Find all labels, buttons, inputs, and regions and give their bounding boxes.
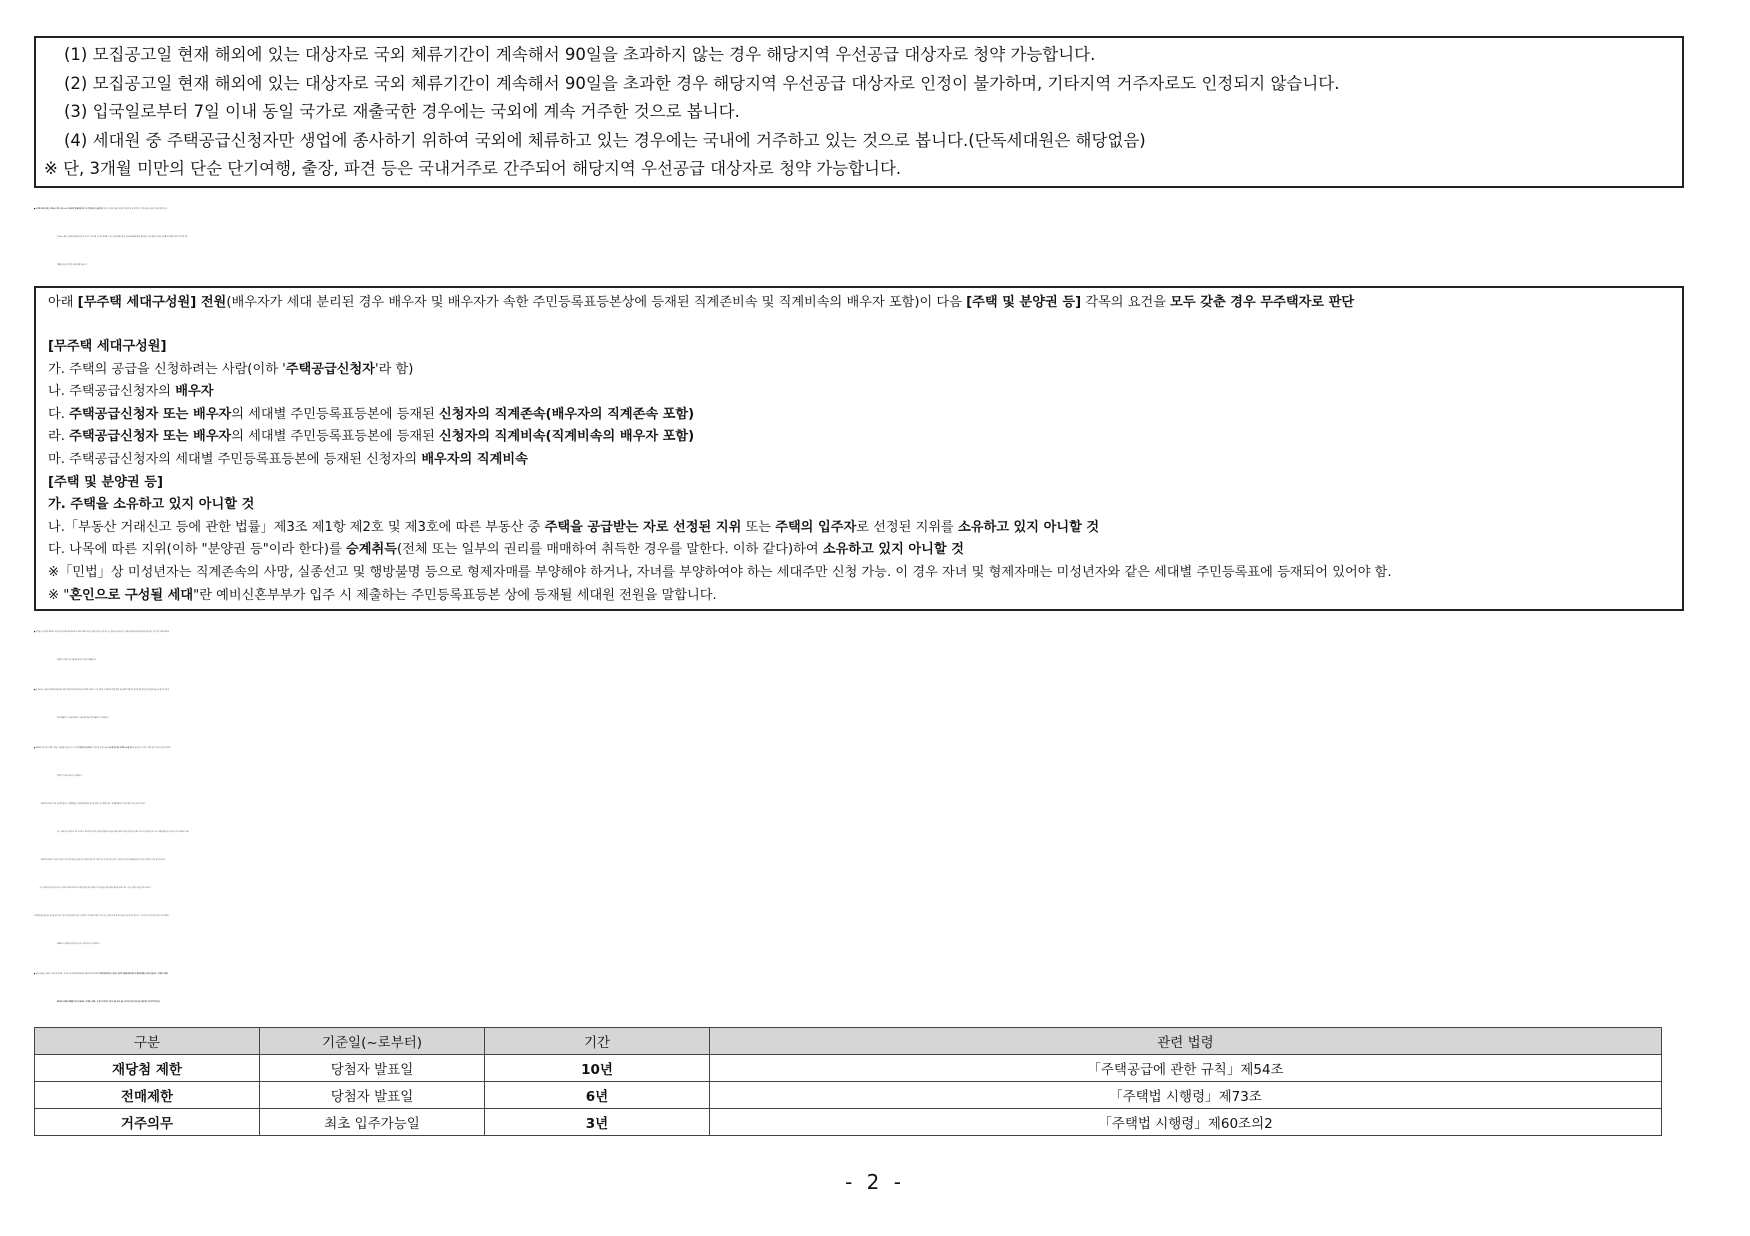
box2-note-marriage	[48, 585, 1674, 608]
table-cell: 「주택법 시행령」제73조	[710, 1082, 1662, 1109]
para4-dash-1: - 시행일('18.12.11.) 이후 입주자모집공고, 사업계획승인, 관리처분계획인가 신청한 주택을 신규 계약한 경우, '공급계약체결일' 기준 주택을 소유한 것으로 봅니다.	[39, 804, 146, 806]
table-cell: 최초 입주가능일	[260, 1109, 485, 1136]
text: (배우자가 세대 분리된 경우 배우자 및 배우자가 속한 주민등록표등본상에 등재된 직계존비속 및 직계비속의 배우자 포함)이 다음	[226, 294, 967, 310]
bold-text: 혼인으로 구성될 세대	[69, 587, 194, 603]
box2-member-na	[48, 381, 1674, 404]
bold-text: 주택공급신청자 또는 배우자	[69, 406, 232, 422]
para4-dash-2: - 시행일('18.12.11.) 이전에 모집공고 등을 통해 공급한 분양권 등을 매매로 취득하여 시행일 이후 실거래 신고한 경우, 실거래 신고서상 '매매대금완납일' 기준으로 주택을 소유한 것으로 봅니다.	[39, 860, 166, 862]
box2-heading-members: [무주택 세대구성원]	[48, 339, 167, 355]
table-cell: 거주의무	[35, 1109, 260, 1136]
box1-line-3: (3) 입국일로부터 7일 이내 동일 국가로 재출국한 경우에는 국외에 계속 거주한 것으로 봅니다.	[64, 102, 740, 121]
table-cell: 당첨자 발표일	[260, 1082, 485, 1109]
table-cell: 10년	[485, 1055, 710, 1082]
para5-line-2: 제73조에 의해 전매제한이 6년 적용되며,「주택법 시행령」에 의거 거주의무 기간이 적용 되며, 최초 입주가능일부터 3년 동안 계속하여 거주하여야 합니다.	[57, 1002, 161, 1004]
table-header-row	[35, 1028, 1662, 1055]
bold-text: 소유한 경우에도 주택을 소유한 것	[108, 748, 132, 750]
para2-line-1: ■ 신청접수는 당첨자 발표일이 동일한 주택 전체에 대해 1세대 내 무주택 세대구성원 중 1인만 신청 가능 합니다. 단, 본인이 금회 공급하는 주택에 특별공급과 일반공급에 중복신청은 가능하며, 이때 특별공급	[34, 632, 169, 634]
box1-line-1: (1) 모집공고일 현재 해외에 있는 대상자로 국외 체류기간이 계속해서 90일을 초과하지 않는 경우 해당지역 우선공급 대상자로 청약 가능합니다.	[64, 45, 1096, 64]
text: 으로 판단하오니, 청약 시 관련 내용 미숙지로 인한 불이익이	[131, 748, 171, 750]
text: (이하 '분양권 등'이라 함)을	[90, 748, 109, 750]
para1-line-2: 경우(ex. 세대 구성원의 주민등록 이전 등) 공고일 기준 세대 구성원을 증명할 수 있는 주민등록표등본 및 초본(세대주와의 관계, 전입변동일 포함 발급)을 당첨자 서류와 같이 제출하여야 하며 증빙 서류	[57, 236, 188, 238]
bold-text: 신청자의 직계비속(직계비속의 배우자 포함)	[439, 429, 695, 445]
document-page	[34, 36, 1684, 1136]
box2-heading-housing: [주택 및 분양권 등]	[48, 474, 164, 490]
box2-member-ga	[48, 359, 1674, 382]
text: 나.「부동산 거래신고 등에 관한 법률」제3조 제1항 제2호 및 제3호에 따른 부동산 중	[48, 519, 545, 535]
bold-text: 주택공급신청자	[285, 361, 375, 377]
table-row	[35, 1109, 1662, 1136]
text: ■ 금회 공급되는 주택은「공공주택 특별법」에 의한 공공주택(국민주택(전용 85㎡이하주택))이며,	[34, 974, 100, 976]
bold-text: 승계취득	[346, 542, 397, 558]
overseas-residence-box	[34, 36, 1684, 188]
text: 의 세대별 주민등록표등본에 등재된	[231, 406, 440, 422]
bold-text: 배우자의 직계비속	[421, 452, 528, 468]
restriction-paragraph	[34, 961, 1684, 1017]
bold-text: 주택을 공급받는 자로 선정된 지위	[544, 519, 742, 535]
box2-member-ma	[48, 449, 1674, 472]
text: (전체 또는 일부의 권리를 매매하여 취득한 경우를 말한다. 이하 같다)하여	[396, 542, 823, 558]
table-row	[35, 1055, 1662, 1082]
text: 나. 주택공급신청자의	[48, 384, 176, 400]
table-cell: 6년	[485, 1082, 710, 1109]
para1-line-1	[34, 196, 1684, 224]
para3-line-1: ■ 본 아파트는 건전한 주택청약 문화정착을 위한 정부의 방침에 따라 인터넷 청약을 원칙으로 하고 있으며, ①청약통장 가입은행 및 취급은행을 방문하여 인터넷 뱅킹 가입 및 공동인증서를 신청 접수일 이전에	[34, 690, 169, 692]
bold-text: 소유하고 있지 아니할 것	[822, 542, 964, 558]
bold-text: 분양권 및 입주권	[79, 748, 91, 750]
box1-note: ※ 단, 3개월 미만의 단순 단기여행, 출장, 파견 등은 국내거주로 간주되어 해당지역 우선공급 대상자로 청약 가능합니다.	[44, 159, 902, 178]
text: 각목의 요건을	[1081, 294, 1171, 310]
para4-note-1: ※ 일반공급의 입주자로 선정된 분은 입주 시까지 무주택 세대구성원을 유지해야 하며, 위의 '주택으로 보지 않는 분양권 등'의 주택 소유권을 향후 취득할 경우에도 그 자격을 유지하지 못한 것으로 보아 계약이	[34, 916, 169, 918]
text: 또는	[741, 519, 776, 535]
text: 라.	[48, 429, 70, 445]
table-cell: 전매제한	[35, 1082, 260, 1109]
table-header: 기간	[485, 1028, 710, 1055]
bullet: ■	[34, 208, 36, 210]
text: 로 선정된 지위를	[856, 519, 958, 535]
bold-text: 배우자	[175, 384, 214, 400]
text: 다.	[48, 406, 70, 422]
internet-application-paragraph	[34, 677, 1684, 733]
para4-line-2: 발생하지 않도록 유의하시기 바랍니다.	[57, 776, 83, 778]
restriction-table	[34, 1027, 1662, 1136]
text: ※ "	[48, 587, 70, 603]
table-header: 기준일(~로부터)	[260, 1028, 485, 1055]
text: '라 함)	[374, 361, 414, 377]
text: 아래	[48, 294, 78, 310]
table-cell: 당첨자 발표일	[260, 1055, 485, 1082]
text: 의 세대별 주민등록표등본에 등재된	[231, 429, 440, 445]
text: 및	[93, 208, 97, 210]
text: 등의	[84, 208, 89, 210]
box2-member-ra	[48, 426, 1674, 449]
bold-text: 주택소유 여부, 자산, 소득, 중복청약 및 재당첨 여부	[49, 208, 85, 210]
bold-text: 소유하고 있지 아니할 것	[957, 519, 1100, 535]
bold-text: 신청자의 직계존속(배우자의 직계존속 포함)	[439, 406, 695, 422]
text: ■ 2018년 12월 11일 개정·시행된「주택공급에 관한 규칙」에 의거	[34, 748, 80, 750]
table-header: 관련 법령	[710, 1028, 1662, 1055]
box2-housing-na	[48, 517, 1674, 540]
bold-text: 주택의 입주자	[775, 519, 857, 535]
homeless-definition-box	[34, 286, 1684, 612]
text: 다. 나목에 따른 지위(이하 "분양권 등"이라 한다)를	[48, 542, 346, 558]
para4-line-1	[34, 735, 1684, 763]
table-cell: 3년	[485, 1109, 710, 1136]
table-header: 구분	[35, 1028, 260, 1055]
box1-line-4: (4) 세대원 중 주택공급신청자만 생업에 종사하기 위하여 국외에 체류하고 있는 경우에는 국내에 거주하고 있는 것으로 봅니다.(단독세대원은 해당없음)	[64, 130, 1146, 150]
bold-text: [무주택 세대구성원] 전원	[77, 294, 227, 310]
bold-text: 무주택 세대구성원	[35, 208, 49, 210]
box2-housing-da	[48, 539, 1674, 562]
bold-text: 판단기준	[96, 208, 103, 210]
bold-text: [주택 및 분양권 등]	[966, 294, 1082, 310]
spacer	[48, 314, 1674, 336]
table-row	[35, 1082, 1662, 1109]
para2-line-2: 당첨자로 선정될 경우 일반공급 당첨자 선정에서 제외됩니다.	[57, 660, 97, 662]
para5-line-1	[34, 961, 1684, 989]
presale-right-paragraph	[34, 735, 1684, 959]
text: 가. 주택의 공급을 신청하려는 사람(이하 '	[48, 361, 286, 377]
table-cell: 「주택공급에 관한 규칙」제54조	[710, 1055, 1662, 1082]
bold-text: 청약과열지역에서 공급되는 분양가 상한제 적용주택으로 재당첨 제한은 10년 적용되고,「주택법 시행령」	[99, 974, 169, 976]
text: "란 예비신혼부부가 입주 시 제출하는 주민등록표등본 상에 등재될 세대원 전원을 말합니다.	[193, 587, 717, 603]
table-cell: 「주택법 시행령」제60조의2	[710, 1109, 1662, 1136]
text: 이 됩니다. 무주택 세대구성원의 기준일은 위 공고일이며, 그 이후 등본상 세대 구성원의 변경이 있는	[102, 208, 168, 210]
box2-housing-ga: 가. 주택을 소유하고 있지 아니할 것	[48, 497, 255, 513]
para4-dash-3: - 단, 시행일 전에 모집공고 등을 한 주택에 청약하여 취득하고 계신 분양권 등은 주택으로 보지 않습니다만, 해당 분양권의 주택을 취득 시에는 주택을 소유한 것으로 봅니다.	[39, 888, 151, 890]
bold-text: 주택공급신청자 또는 배우자	[69, 429, 232, 445]
para4-dash-1b: (단, 시행일 이후 모집공고 등을 하였으나, 청약 미달로 인해 선착순의 방법으로 공급한 주택을 최초로 취득한 경우에는 주택을 소유하지 아니한 것으로 보나, 해당 분양권 등을 매수한 경우 주택소유로 봄.)	[57, 832, 189, 834]
page-number: - 2 -	[845, 1170, 905, 1194]
bold-text: 검증대상	[88, 208, 94, 210]
text: 은	[48, 208, 50, 210]
application-paragraph	[34, 619, 1684, 675]
text: 마. 주택공급신청자의 세대별 주민등록표등본에 등재된 신청자의	[48, 452, 422, 468]
box1-line-2: (2) 모집공고일 현재 해외에 있는 대상자로 국외 체류기간이 계속해서 90일을 초과한 경우 해당지역 우선공급 대상자로 인정이 불가하며, 기타지역 거주자로도 인정되지 않습니다.	[64, 73, 1340, 93]
table-cell: 재당첨 제한	[35, 1055, 260, 1082]
box2-member-da	[48, 404, 1674, 427]
para3-line-2: 미리 발급받거나, ②네이버인증서, ③금융인증서를 미리 발급받으시기 바랍니다.	[57, 718, 109, 720]
household-member-paragraph	[34, 196, 1684, 280]
para4-note-2: 해제되고 본 주택의 입주가 불가능함을 유의하여 주시기 바랍니다.	[57, 944, 100, 946]
box2-note-minor: ※「민법」상 미성년자는 직계존속의 사망, 실종선고 및 행방불명 등으로 형제자매를 부양해야 하거나, 자녀를 부양하여야 하는 세대주만 신청 가능. 이 경우 자녀 및 형제자매는 미성년자와 같은 세대별 주민등록표에 등재되어 있어야 함.	[48, 565, 1392, 581]
box2-intro	[48, 292, 1674, 315]
bold-text: 모두 갖춘 경우 무주택자로 판단	[1170, 294, 1355, 310]
para1-line-3: 미제출로 인한 불이익은 당첨자에게 있습니다.	[57, 264, 87, 266]
